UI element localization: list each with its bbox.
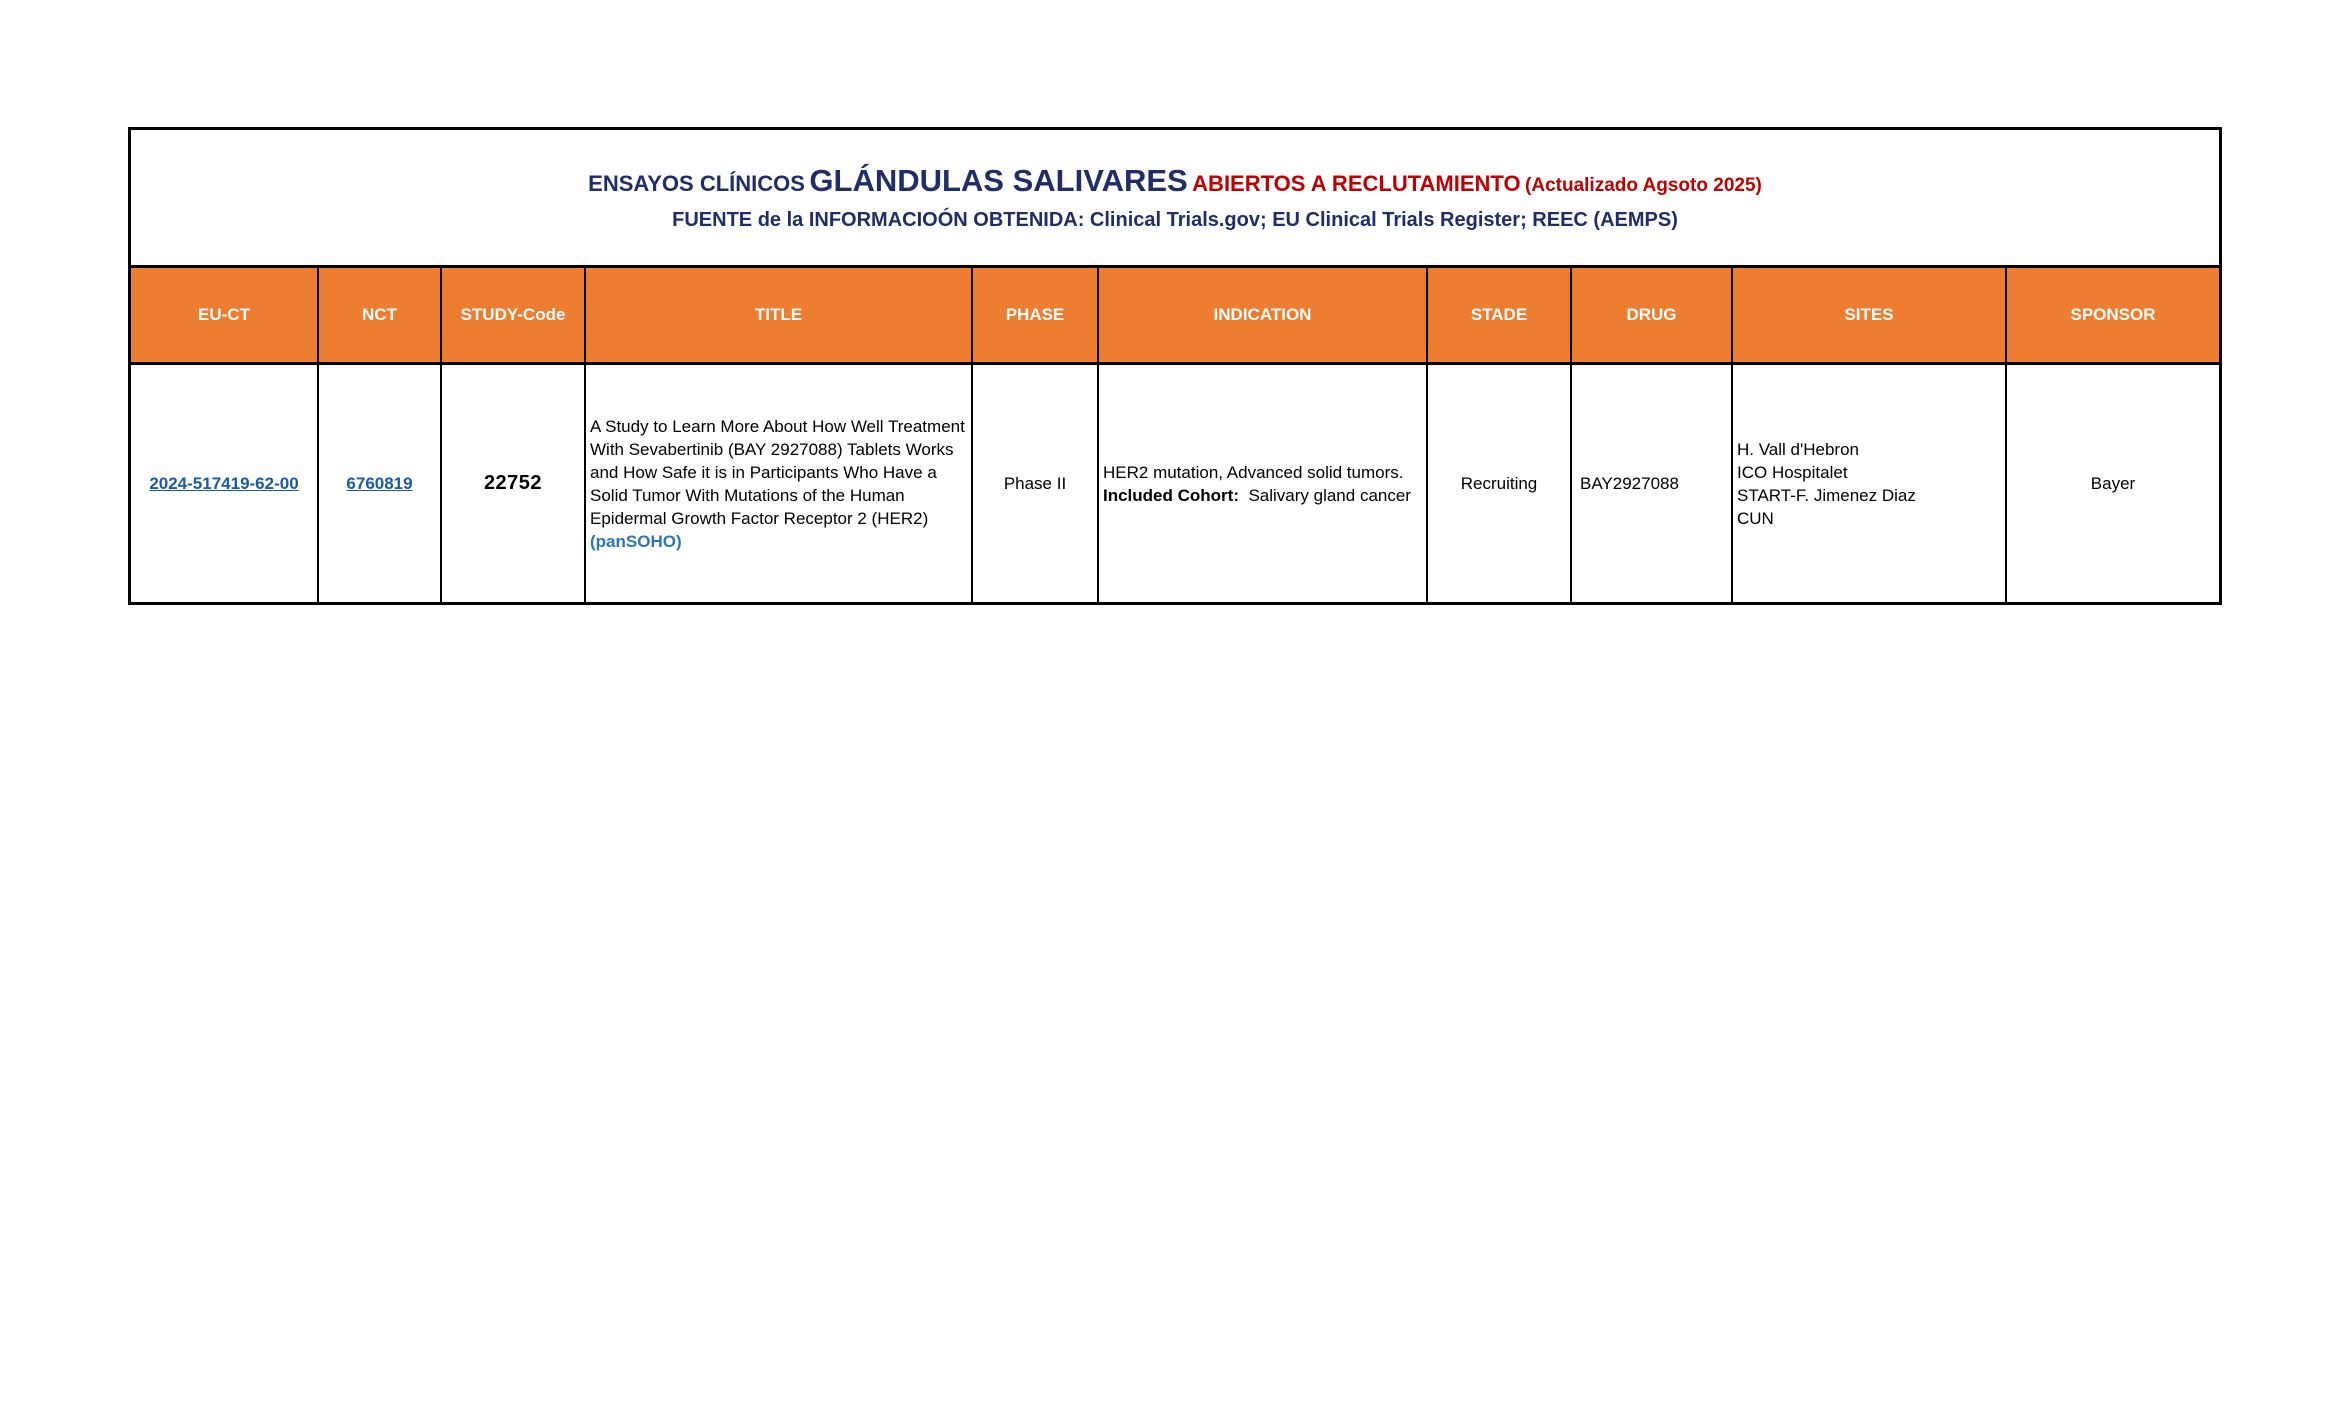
col-header-study-code: STUDY-Code xyxy=(441,268,585,364)
col-header-drug: DRUG xyxy=(1571,268,1732,364)
trials-sheet xyxy=(128,127,2222,605)
included-cohort-label: Included Cohort: xyxy=(1103,485,1239,505)
eu-ct-link[interactable]: 2024-517419-62-00 xyxy=(149,474,299,493)
indication-text: HER2 mutation, Advanced solid tumors. xyxy=(1103,462,1404,482)
cell-title xyxy=(585,364,972,603)
phase-value: Phase II xyxy=(1003,474,1067,493)
cell-sponsor xyxy=(2006,364,2219,603)
trial-acronym: (panSOHO) xyxy=(590,531,682,551)
site-item: CUN xyxy=(1737,508,1774,528)
site-item: ICO Hospitalet xyxy=(1737,462,1848,482)
title-part-4: (Actualizado Agsoto 2025) xyxy=(1525,175,1762,196)
title-part-3: ABIERTOS A RECLUTAMIENTO xyxy=(1192,171,1521,196)
study-code: 22752 xyxy=(483,472,543,494)
sponsor-value: Bayer xyxy=(2090,474,2136,493)
site-item: START-F. Jimenez Diaz xyxy=(1737,485,1916,505)
drug-value: BAY2927088 xyxy=(1580,474,1679,493)
title-part-2: GLÁNDULAS SALIVARES xyxy=(809,163,1188,198)
page-title xyxy=(588,163,1762,205)
trial-title: A Study to Learn More About How Well Treatment With Sevabertinib (BAY 2927088) Tablets Works and How Safe it is in Participants Who Have a Solid Tumor With Mutations of the Human Epidermal Growth Factor Receptor 2 (HER2) xyxy=(590,416,965,528)
trials-table xyxy=(131,268,2219,602)
title-box xyxy=(131,130,2219,268)
title-part-1: ENSAYOS CLÍNICOS xyxy=(588,171,805,196)
cell-stade xyxy=(1427,364,1571,603)
cell-phase xyxy=(972,364,1098,603)
col-header-nct: NCT xyxy=(318,268,441,364)
cell-indication xyxy=(1098,364,1427,603)
site-item: H. Vall d'Hebron xyxy=(1737,439,1859,459)
nct-link[interactable]: 6760819 xyxy=(346,474,413,493)
cell-drug xyxy=(1571,364,1732,603)
cell-study-code xyxy=(441,364,585,603)
col-header-phase: PHASE xyxy=(972,268,1098,364)
table-header-row xyxy=(131,268,2219,364)
col-header-sites: SITES xyxy=(1732,268,2006,364)
source-line: FUENTE de la INFORMACIOÓN OBTENIDA: Clinical Trials.gov; EU Clinical Trials Register; REEC (AEMPS) xyxy=(672,209,1678,231)
included-cohort-value: Salivary gland cancer xyxy=(1248,485,1411,505)
cell-sites xyxy=(1732,364,2006,603)
col-header-title: TITLE xyxy=(585,268,972,364)
col-header-eu-ct: EU-CT xyxy=(131,268,318,364)
stade-value: Recruiting xyxy=(1460,474,1538,493)
cell-eu-ct xyxy=(131,364,318,603)
table-row xyxy=(131,364,2219,603)
col-header-indication: INDICATION xyxy=(1098,268,1427,364)
cell-nct xyxy=(318,364,441,603)
col-header-stade: STADE xyxy=(1427,268,1571,364)
col-header-sponsor: SPONSOR xyxy=(2006,268,2219,364)
